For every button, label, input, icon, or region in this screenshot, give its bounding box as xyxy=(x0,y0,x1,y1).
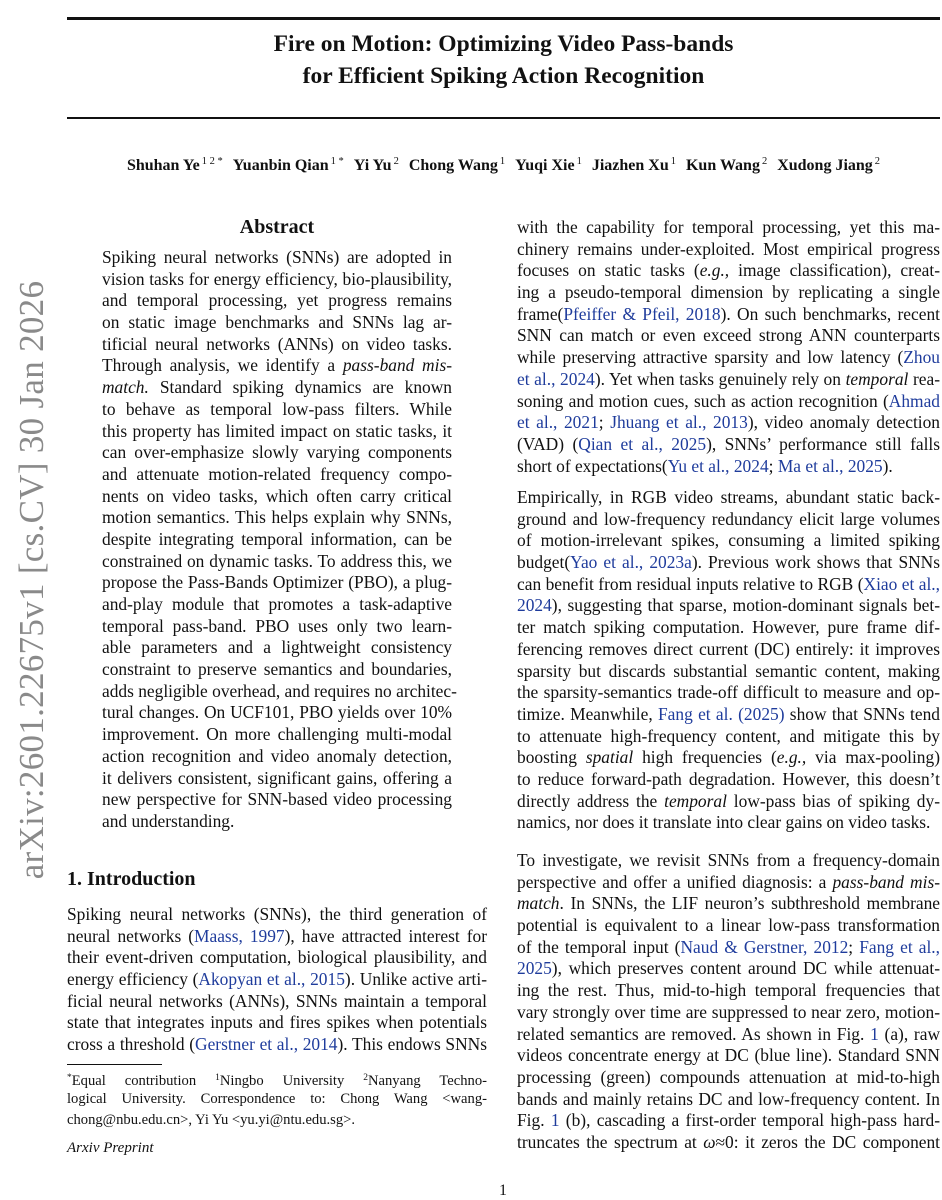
italic-text: spatial xyxy=(585,747,634,768)
text-line: nents on video tasks, which often carry critical xyxy=(102,485,452,506)
citation-link[interactable]: 2025 xyxy=(517,958,552,979)
author-affiliation: 1 2 * xyxy=(201,156,223,167)
right-paragraph-3 xyxy=(517,850,940,1154)
text-segment: soning and motion cues, such as action recognition ( xyxy=(517,390,889,411)
text-segment: perspective and offer a unified diagnosis: a xyxy=(517,871,833,892)
text-line xyxy=(517,434,940,456)
text-segment: rea- xyxy=(908,368,941,389)
text-segment: ; xyxy=(848,936,860,957)
text-line: ing a pseudo-temporal dimension by replicating a single xyxy=(517,282,940,303)
text-line: Spiking neural networks (SNNs) are adopted in xyxy=(102,247,452,267)
text-segment: energy efficiency ( xyxy=(67,969,199,990)
text-line: to attenuate high-frequency content, and mitigate this by xyxy=(517,725,940,746)
text-line: Spiking neural networks (SNNs), the third generation of xyxy=(67,904,487,924)
arxiv-identifier: arXiv:2601.22675v1 [cs.CV] 30 Jan 2026 xyxy=(12,280,51,880)
author xyxy=(354,157,399,174)
text-line: tural changes. On UCF101, PBO yields over 10% xyxy=(102,702,452,723)
author-name: Jiazhen Xu xyxy=(591,157,669,174)
text-line: ground and low-frequency redundancy elicit large volumes xyxy=(517,508,940,529)
text-line xyxy=(67,969,487,991)
author-name: Shuhan Ye xyxy=(126,157,200,174)
text-segment: (b), cascading a first-order temporal high-pass hard- xyxy=(559,1110,940,1131)
text-line: chinery remains under-exploited. Most empirical progress xyxy=(517,238,940,259)
title-line-1: Fire on Motion: Optimizing Video Pass-bands xyxy=(273,31,734,57)
text-segment: high frequencies ( xyxy=(633,747,777,768)
italic-text: temporal xyxy=(845,368,909,389)
text-line: and-play module that promotes a task-adaptive xyxy=(102,594,452,614)
text-segment: ), SNNs’ performance still falls xyxy=(706,433,941,454)
author-affiliation: 1 xyxy=(499,156,506,167)
introduction-body xyxy=(67,904,487,1056)
citation-link[interactable]: Ahmad xyxy=(888,390,940,411)
author-name: Chong Wang xyxy=(408,157,498,174)
citation-link[interactable]: 1 xyxy=(870,1023,879,1044)
citation-link[interactable]: Akopyan et al., 2015 xyxy=(198,969,345,990)
italic-text: pass-band mis- xyxy=(832,871,941,892)
text-segment: ). xyxy=(882,455,893,476)
text-line xyxy=(67,1068,487,1089)
paper-title xyxy=(67,28,940,92)
text-segment: of the temporal input ( xyxy=(517,936,681,957)
text-line: videos concentrate energy at DC (blue line). Standard SNN xyxy=(517,1045,940,1066)
italic-text: e.g., xyxy=(699,260,730,281)
text-line: vary strongly over time are suppressed to near zero, motion- xyxy=(517,1001,940,1022)
text-line: ficial neural networks (ANNs), SNNs maintain a temporal xyxy=(67,990,487,1011)
page-number: 1 xyxy=(499,1182,507,1199)
italic-text: e.g., xyxy=(776,747,807,768)
text-segment: ; xyxy=(598,412,611,433)
text-segment: can benefit from residual inputs relative to RGB ( xyxy=(517,573,864,594)
text-line: potential is equivalent to a linear low-pass transformation xyxy=(517,915,940,936)
author xyxy=(686,157,767,174)
text-line: to behave as temporal low-pass filters. While xyxy=(102,398,452,419)
venue-label: Arxiv Preprint xyxy=(67,1140,154,1156)
text-line: and temporal processing, yet progress remains xyxy=(102,290,452,311)
text-line: the sparsity-semantics trade-off difficult to measure and op- xyxy=(517,682,940,703)
right-paragraph-2 xyxy=(517,487,940,834)
text-line: can over-emphasize slowly varying components xyxy=(102,442,452,463)
right-paragraph-1 xyxy=(517,217,940,477)
citation-link[interactable]: Qian et al., 2025 xyxy=(578,433,707,454)
text-line: on static image benchmarks and SNNs lag ar- xyxy=(102,312,452,333)
italic-text: ω xyxy=(703,1131,716,1152)
text-segment: ). Yet when tasks genuinely rely on xyxy=(594,368,846,389)
text-line: SNN can match or even exceed strong ANN counterparts xyxy=(517,325,940,346)
text-segment: while preserving attractive sparsity and low latency ( xyxy=(517,347,904,368)
section-heading-introduction: 1. Introduction xyxy=(67,868,196,890)
citation-link[interactable]: Fang et al., xyxy=(859,936,940,957)
citation-link[interactable]: Yu et al., 2024 xyxy=(667,455,769,476)
text-line: temporal pass-band. PBO uses only two learn- xyxy=(102,615,452,636)
text-segment: via max-pooling) xyxy=(806,747,940,768)
text-line: To investigate, we revisit SNNs from a frequency-domain xyxy=(517,850,940,870)
text-segment: truncates the spectrum at xyxy=(517,1131,704,1152)
text-line: sparsity but discards substantial semantic content, making xyxy=(517,660,940,681)
text-segment: directly address the xyxy=(517,790,665,811)
text-line xyxy=(517,260,940,282)
text-segment: Through analysis, we identify a xyxy=(102,355,343,376)
text-line xyxy=(517,347,940,369)
text-line: it delivers consistent, significant gains, offering a xyxy=(102,767,452,788)
text-line xyxy=(517,1024,940,1046)
text-segment: short of expectations( xyxy=(517,455,668,476)
abstract-body xyxy=(102,247,457,833)
author-affiliation: 1 xyxy=(670,156,676,167)
title-line-2: for Efficient Spiking Action Recognition xyxy=(302,63,705,89)
citation-link[interactable]: Zhou xyxy=(903,347,940,368)
text-line: propose the Pass-Bands Optimizer (PBO), a plug- xyxy=(102,572,452,593)
text-line: constrained on dynamic tasks. To address this, we xyxy=(102,550,452,571)
text-line: bands and mainly retains DC and low-frequency content. In xyxy=(517,1088,940,1109)
footnote-mark: * xyxy=(67,1073,72,1083)
italic-text: match xyxy=(517,893,560,914)
text-line: ferencing removes direct current (DC) entirely: it improves xyxy=(517,638,940,659)
text-line xyxy=(517,595,940,617)
text-segment: ). This endows SNNs xyxy=(337,1034,487,1055)
text-segment: image classification), creat- xyxy=(729,260,940,281)
text-line xyxy=(517,791,940,813)
text-line xyxy=(517,937,940,959)
text-line: new perspective for SNN-based video processing xyxy=(102,789,452,810)
text-line xyxy=(67,926,487,948)
text-segment: ), video anomaly detection xyxy=(747,412,940,433)
citation-link[interactable]: 2024 xyxy=(517,595,552,616)
text-line xyxy=(102,355,452,377)
text-line: logical University. Correspondence to: Chong Wang <wang- xyxy=(67,1091,487,1107)
text-segment: focuses on static tasks ( xyxy=(517,260,700,281)
author-list xyxy=(67,156,940,175)
text-line: of motion-irrelevant spikes, consuming a limited spiking xyxy=(517,530,940,551)
text-line: improvement. On more challenging multi-modal xyxy=(102,724,452,745)
author xyxy=(515,157,582,174)
text-segment: Ningbo University xyxy=(219,1073,364,1089)
citation-link[interactable]: 1 xyxy=(550,1110,560,1131)
author xyxy=(233,157,344,174)
title-bottom-rule xyxy=(67,117,940,119)
text-segment: show that SNNs tend xyxy=(784,703,940,724)
citation-link[interactable]: Xiao et al., xyxy=(863,573,940,594)
text-line: vision tasks for energy efficiency, bio-plausibility, xyxy=(102,268,452,289)
text-line: this property has limited impact on static tasks, it xyxy=(102,420,452,441)
text-line xyxy=(517,1132,940,1154)
text-line: ing the rest. Thus, mid-to-high temporal frequencies that xyxy=(517,980,940,1001)
citation-link[interactable]: Ma et al., 2025 xyxy=(777,455,883,476)
footnote-mark: 2 xyxy=(363,1073,368,1083)
text-line xyxy=(517,412,940,434)
text-line: processing (green) compounds attenuation at mid-to-high xyxy=(517,1066,940,1087)
text-line xyxy=(517,893,940,915)
text-segment: ≈0: it zeros the DC component xyxy=(715,1131,941,1152)
text-line xyxy=(517,958,940,980)
text-line xyxy=(517,391,940,413)
text-line xyxy=(517,456,940,478)
text-line: state that integrates inputs and fires spikes when potentials xyxy=(67,1012,487,1033)
text-line xyxy=(102,377,452,399)
citation-link[interactable]: Gerstner et al., 2014 xyxy=(195,1034,338,1055)
text-segment: timize. Meanwhile, xyxy=(517,703,658,724)
citation-link[interactable]: Jhuang et al., 2013 xyxy=(610,412,748,433)
author-name: Kun Wang xyxy=(685,157,760,174)
text-segment: ). On such benchmarks, recent xyxy=(720,303,940,324)
citation-link[interactable]: Maass, 1997 xyxy=(194,925,285,946)
text-line: constraint to preserve semantics and boundaries, xyxy=(102,659,452,680)
text-line: and attenuate motion-related frequency compo- xyxy=(102,463,452,484)
author xyxy=(127,157,223,174)
text-line xyxy=(517,872,940,894)
text-segment: (VAD) ( xyxy=(517,433,579,454)
author-affiliation: 2 xyxy=(761,156,768,167)
text-segment: budget( xyxy=(517,552,571,573)
italic-text: temporal xyxy=(664,790,727,811)
author xyxy=(409,157,505,174)
author-affiliation: 2 xyxy=(393,156,399,167)
text-segment: ), which preserves content around DC while attenuat- xyxy=(551,958,940,979)
author xyxy=(592,157,676,174)
text-line: action recognition and video anomaly detection, xyxy=(102,745,452,766)
text-line xyxy=(517,574,940,596)
text-segment: neural networks ( xyxy=(67,925,195,946)
citation-link[interactable]: et al., 2024 xyxy=(517,368,595,389)
text-line xyxy=(517,369,940,391)
text-segment: cross a threshold ( xyxy=(67,1034,196,1055)
italic-text: match. xyxy=(102,377,149,398)
text-line: able parameters and a lightweight consistency xyxy=(102,637,452,658)
text-line: tificial neural networks (ANNs) on video tasks. xyxy=(102,333,452,354)
footnote-rule xyxy=(67,1064,162,1065)
text-line: with the capability for temporal processing, yet this ma- xyxy=(517,217,940,237)
text-line: namics, nor does it translate into clear gains on video tasks. xyxy=(517,812,931,833)
text-segment: Fig. xyxy=(517,1110,551,1131)
author-name: Xudong Jiang xyxy=(777,157,873,174)
citation-link[interactable]: Fang et al. (2025) xyxy=(658,703,785,724)
author xyxy=(777,157,880,174)
text-line xyxy=(67,1034,487,1056)
text-line: adds negligible overhead, and requires no architec- xyxy=(102,680,457,701)
text-segment: ). Unlike active arti- xyxy=(344,969,488,990)
citation-link[interactable]: Pfeiffer & Pfeil, 2018 xyxy=(563,303,721,324)
text-segment: Nanyang Techno- xyxy=(367,1073,487,1089)
text-line xyxy=(517,552,940,574)
text-segment: Equal contribution xyxy=(71,1073,216,1089)
footnote-mark: 1 xyxy=(215,1073,220,1083)
text-line: to reduce forward-path degradation. However, this doesn’t xyxy=(517,768,940,789)
text-line: Empirically, in RGB video streams, abundant static back- xyxy=(517,487,940,507)
text-segment: boosting xyxy=(517,747,586,768)
text-segment: low-pass bias of spiking dy- xyxy=(726,790,940,811)
footnote xyxy=(67,1068,487,1131)
text-segment: ; xyxy=(768,455,778,476)
text-line: motion semantics. This helps explain why SNNs, xyxy=(102,507,452,528)
text-line xyxy=(517,304,940,326)
text-segment: ), suggesting that sparse, motion-dominant signals bet- xyxy=(551,595,940,616)
author-affiliation: 2 xyxy=(874,156,881,167)
text-line: their event-driven computation, biological plausibility, and xyxy=(67,947,487,968)
text-line xyxy=(517,747,940,769)
text-segment: ). Previous work shows that SNNs xyxy=(691,552,941,573)
citation-link[interactable]: Yao et al., 2023a xyxy=(570,552,692,573)
text-segment: . In SNNs, the LIF neuron’s subthreshold membrane xyxy=(559,893,940,914)
text-segment: ), have attracted interest for xyxy=(284,925,487,946)
author-name: Yuqi Xie xyxy=(515,157,575,174)
author-name: Yi Yu xyxy=(353,157,392,174)
text-segment: related semantics are removed. As shown in Fig. xyxy=(517,1023,871,1044)
text-line: ter match spiking computation. However, pure frame dif- xyxy=(517,617,940,638)
author-affiliation: 1 * xyxy=(330,156,344,167)
citation-link[interactable]: Naud & Gerstner, 2012 xyxy=(680,936,849,957)
citation-link[interactable]: et al., 2021 xyxy=(517,412,599,433)
text-line xyxy=(517,704,940,726)
author-name: Yuanbin Qian xyxy=(232,157,329,174)
text-segment: (a), raw xyxy=(878,1023,940,1044)
text-line: despite integrating temporal information, can be xyxy=(102,528,452,549)
top-rule xyxy=(67,17,940,20)
text-segment: frame( xyxy=(517,303,564,324)
text-line xyxy=(517,1110,940,1132)
abstract-heading: Abstract xyxy=(239,216,315,238)
italic-text: pass-band mis- xyxy=(342,355,453,376)
text-line: chong@nbu.edu.cn>, Yi Yu <yu.yi@ntu.edu.sg>. xyxy=(67,1112,356,1128)
text-segment: Standard spiking dynamics are known xyxy=(148,377,452,398)
text-line: and understanding. xyxy=(102,810,235,831)
author-affiliation: 1 xyxy=(576,156,582,167)
